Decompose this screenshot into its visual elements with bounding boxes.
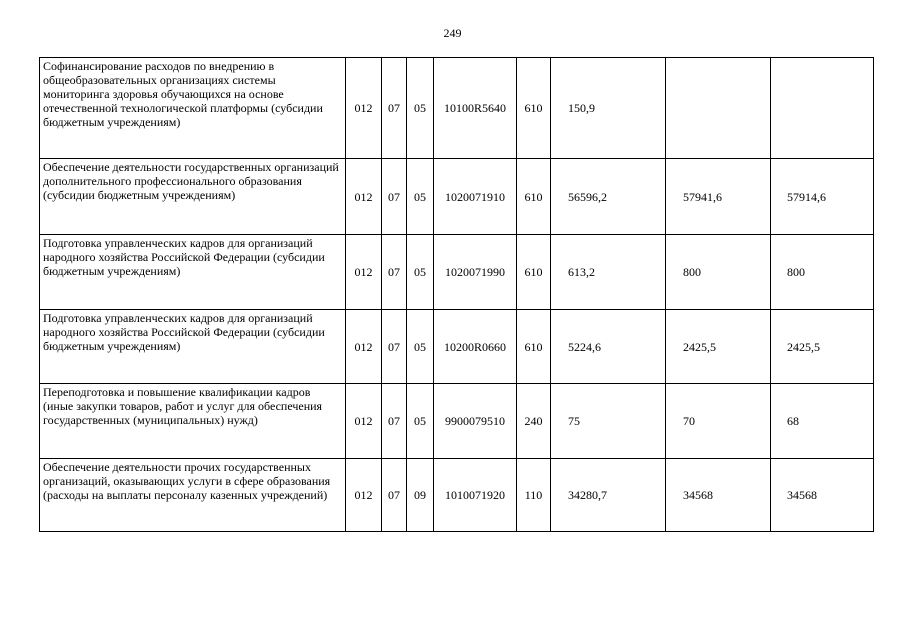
amount-year-1: 5224,6 [551,310,666,384]
section-code: 07 [382,159,407,235]
ministry-code: 012 [346,384,382,459]
expense-type-code: 610 [517,58,551,159]
amount-year-3: 34568 [771,459,874,532]
table-row [40,58,874,159]
target-article-code: 1010071920 [434,459,517,532]
amount-year-2: 2425,5 [666,310,771,384]
budget-table [39,57,874,532]
section-code: 07 [382,58,407,159]
subsection-code: 05 [407,159,434,235]
row-description: Обеспечение деятельности государственных организаций дополнительного профессионального образования (субсидии бюджетным учреждениям) [40,159,346,235]
table-row [40,310,874,384]
target-article-code: 10100R5640 [434,58,517,159]
table-row [40,459,874,532]
amount-year-3: 57914,6 [771,159,874,235]
expense-type-code: 610 [517,235,551,310]
ministry-code: 012 [346,159,382,235]
subsection-code: 05 [407,58,434,159]
target-article-code: 1020071910 [434,159,517,235]
expense-type-code: 610 [517,310,551,384]
section-code: 07 [382,310,407,384]
target-article-code: 1020071990 [434,235,517,310]
table-row [40,235,874,310]
amount-year-2: 70 [666,384,771,459]
amount-year-1: 56596,2 [551,159,666,235]
section-code: 07 [382,235,407,310]
page-number: 249 [443,26,462,40]
row-description: Подготовка управленческих кадров для организаций народного хозяйства Российской Федерации (субсидии бюджетным учреждениям) [40,310,346,384]
target-article-code: 9900079510 [434,384,517,459]
subsection-code: 05 [407,235,434,310]
row-description: Обеспечение деятельности прочих государственных организаций, оказывающих услуги в сфере образования (расходы на выплаты персоналу казенных учреждений) [40,459,346,532]
subsection-code: 05 [407,384,434,459]
ministry-code: 012 [346,58,382,159]
amount-year-3: 68 [771,384,874,459]
amount-year-2: 34568 [666,459,771,532]
target-article-code: 10200R0660 [434,310,517,384]
section-code: 07 [382,459,407,532]
amount-year-3: 800 [771,235,874,310]
table-row [40,159,874,235]
amount-year-2: 800 [666,235,771,310]
amount-year-2 [666,58,771,159]
ministry-code: 012 [346,459,382,532]
table-row [40,384,874,459]
amount-year-3: 2425,5 [771,310,874,384]
amount-year-1: 150,9 [551,58,666,159]
amount-year-2: 57941,6 [666,159,771,235]
expense-type-code: 240 [517,384,551,459]
row-description: Подготовка управленческих кадров для организаций народного хозяйства Российской Федерации (субсидии бюджетным учреждениям) [40,235,346,310]
amount-year-1: 75 [551,384,666,459]
amount-year-1: 613,2 [551,235,666,310]
expense-type-code: 110 [517,459,551,532]
expense-type-code: 610 [517,159,551,235]
row-description: Софинансирование расходов по внедрению в общеобразовательных организациях системы мониторинга здоровья обучающихся на основе отечественной технологической платформы (субсидии бюджетным учреждениям) [40,58,346,159]
ministry-code: 012 [346,310,382,384]
row-description: Переподготовка и повышение квалификации кадров (иные закупки товаров, работ и услуг для обеспечения государственных (муниципальных) нужд) [40,384,346,459]
section-code: 07 [382,384,407,459]
subsection-code: 05 [407,310,434,384]
amount-year-1: 34280,7 [551,459,666,532]
amount-year-3 [771,58,874,159]
ministry-code: 012 [346,235,382,310]
subsection-code: 09 [407,459,434,532]
